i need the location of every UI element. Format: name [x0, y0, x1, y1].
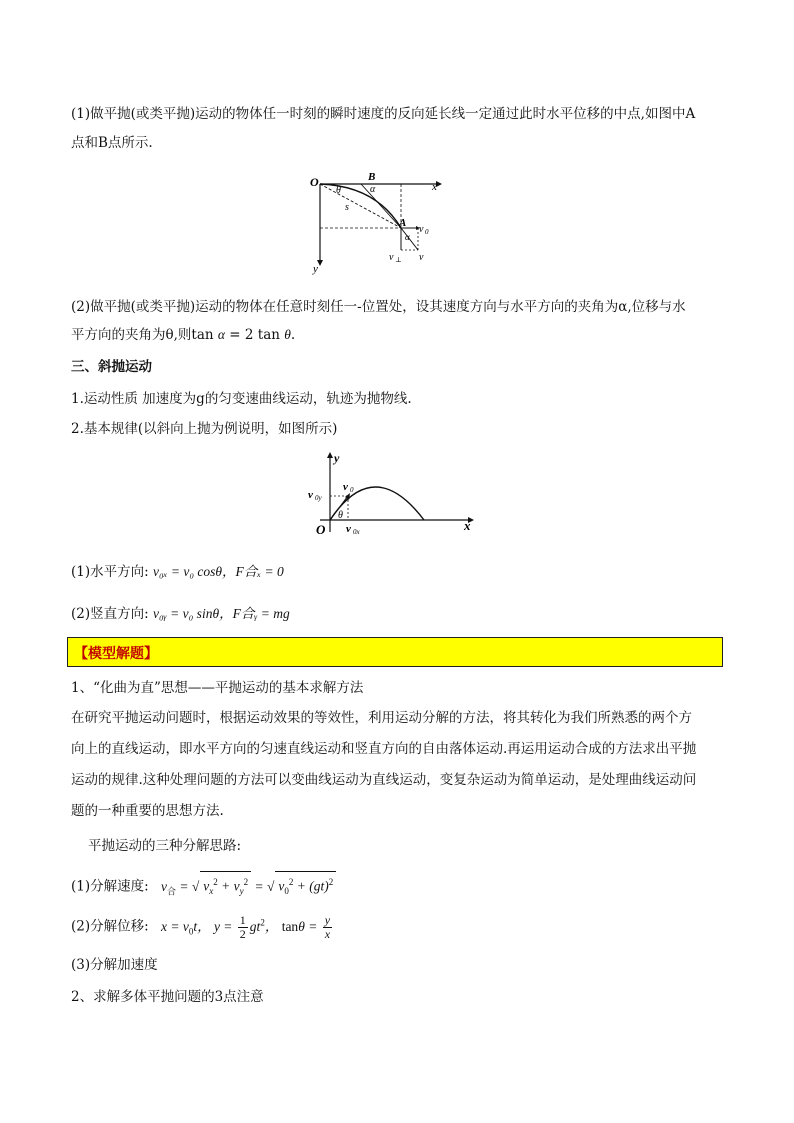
para-line-3: 运动的规律.这种处理问题的方法可以变曲线运动为直线运动，变复杂运动为简单运动，是处理曲线运动问 — [71, 772, 697, 788]
label-O: O — [316, 522, 326, 537]
y-axis-arrow — [317, 260, 323, 266]
decomp-displacement: (2)分解位移: $x = v_0t$， y = $\frac{1}{2}$ $gt^2$， tanθ = $\frac{y}{x}$ — [71, 912, 334, 941]
x-axis-arrow — [436, 181, 442, 187]
label-v0x-sub: 0x — [353, 528, 360, 536]
label-y: y — [334, 451, 340, 465]
label-A: A — [399, 217, 407, 229]
para-line-4: 题的一种重要的思想方法. — [71, 803, 224, 819]
section-title-oblique: 三、斜抛运动 — [71, 359, 152, 375]
label-O: O — [310, 175, 319, 189]
y-axis-arrow — [327, 452, 333, 458]
banner-title: 【模型解题】 — [74, 646, 158, 662]
decomp-velocity: (1)分解速度: $v_合$ = √ $v_x^2 + v_y^2$ = √ $v_0^2 + (gt)^2$ — [71, 871, 336, 901]
displacement-formula: $x = v_0t$， y = $\frac{1}{2}$ $gt^2$， tanθ = $\frac{y}{x}$ — [160, 912, 331, 941]
label-v0-sub: 0 — [425, 228, 429, 236]
label-v0: v — [419, 224, 424, 235]
velocity-formula: $v_合$ = √ $v_x^2 + v_y^2$ = √ $v_0^2 + (gt)^2$ — [161, 879, 336, 894]
label-v0y-sub: 0y — [315, 494, 322, 502]
label-y: y — [313, 263, 318, 275]
three-ideas-heading: 平抛运动的三种分解思路: — [88, 838, 242, 854]
para-line-2: 向上的直线运动，即水平方向的匀速直线运动和竖直方向的自由落体运动.再运用运动合成的方法求出平抛 — [71, 741, 697, 757]
label-s: s — [345, 202, 349, 213]
label-theta: θ — [336, 185, 341, 196]
label-alpha-right: α — [405, 232, 410, 242]
label-v0: v — [343, 481, 348, 493]
label-vy-sub: ⊥ — [395, 256, 402, 264]
velocity-extension-line — [361, 184, 401, 228]
label-B: B — [368, 171, 376, 183]
model-solving-banner — [67, 637, 723, 667]
paragraph-1-line-1: (1)做平抛(或类平抛)运动的物体任一时刻的瞬时速度的反向延长线一定通过此时水平位移的中点,如图中A — [71, 106, 696, 122]
label-x: x — [464, 518, 471, 533]
label-theta: θ — [338, 510, 343, 521]
paragraph-1-line-2: 点和B点所示. — [71, 135, 153, 151]
topic-1-title: 1、“化曲为直”思想——平抛运动的基本求解方法 — [71, 680, 364, 696]
paragraph-2-line-2: 平方向的夹角为θ,则tan α = 2 tan θ. — [71, 327, 296, 343]
figure-projectile-midpoint — [306, 168, 454, 278]
label-x: x — [432, 181, 437, 193]
displacement-line — [320, 184, 401, 228]
label-v0-sub: 0 — [350, 486, 354, 494]
label-v0x: v — [346, 523, 351, 535]
decomp-acceleration: (3)分解加速度 — [71, 957, 158, 973]
label-alpha-top: α — [370, 184, 376, 195]
eq-horizontal-expr: v₀ₓ = v₀ cosθ，F合ₓ = 0 — [152, 564, 284, 579]
label-vy: v — [389, 252, 394, 263]
item-2: 2.基本规律(以斜向上抛为例说明，如图所示) — [71, 421, 338, 437]
paragraph-2-line-1: (2)做平抛(或类平抛)运动的物体在任意时刻任一-位置处，设其速度方向与水平方向的夹角为α,位移与水 — [71, 299, 686, 315]
eq-vertical-expr: v₀ᵧ = v₀ sinθ，F合ᵧ = mg — [152, 606, 290, 621]
label-v0y: v — [308, 489, 313, 501]
eq-horizontal: (1)水平方向: v₀ₓ = v₀ cosθ，F合ₓ = 0 — [71, 564, 284, 580]
para-line-1: 在研究平抛运动问题时，根据运动效果的等效性，利用运动分解的方法，将其转化为我们所熟悉的两个方 — [71, 710, 692, 726]
eq-vertical: (2)竖直方向: v₀ᵧ = v₀ sinθ，F合ᵧ = mg — [71, 606, 290, 622]
topic-2-title: 2、求解多体平抛问题的3点注意 — [71, 989, 264, 1005]
label-v: v — [419, 252, 424, 263]
item-1: 1.运动性质 加速度为g的匀变速曲线运动，轨迹为抛物线. — [71, 391, 412, 407]
figure-oblique-projectile — [304, 450, 482, 540]
